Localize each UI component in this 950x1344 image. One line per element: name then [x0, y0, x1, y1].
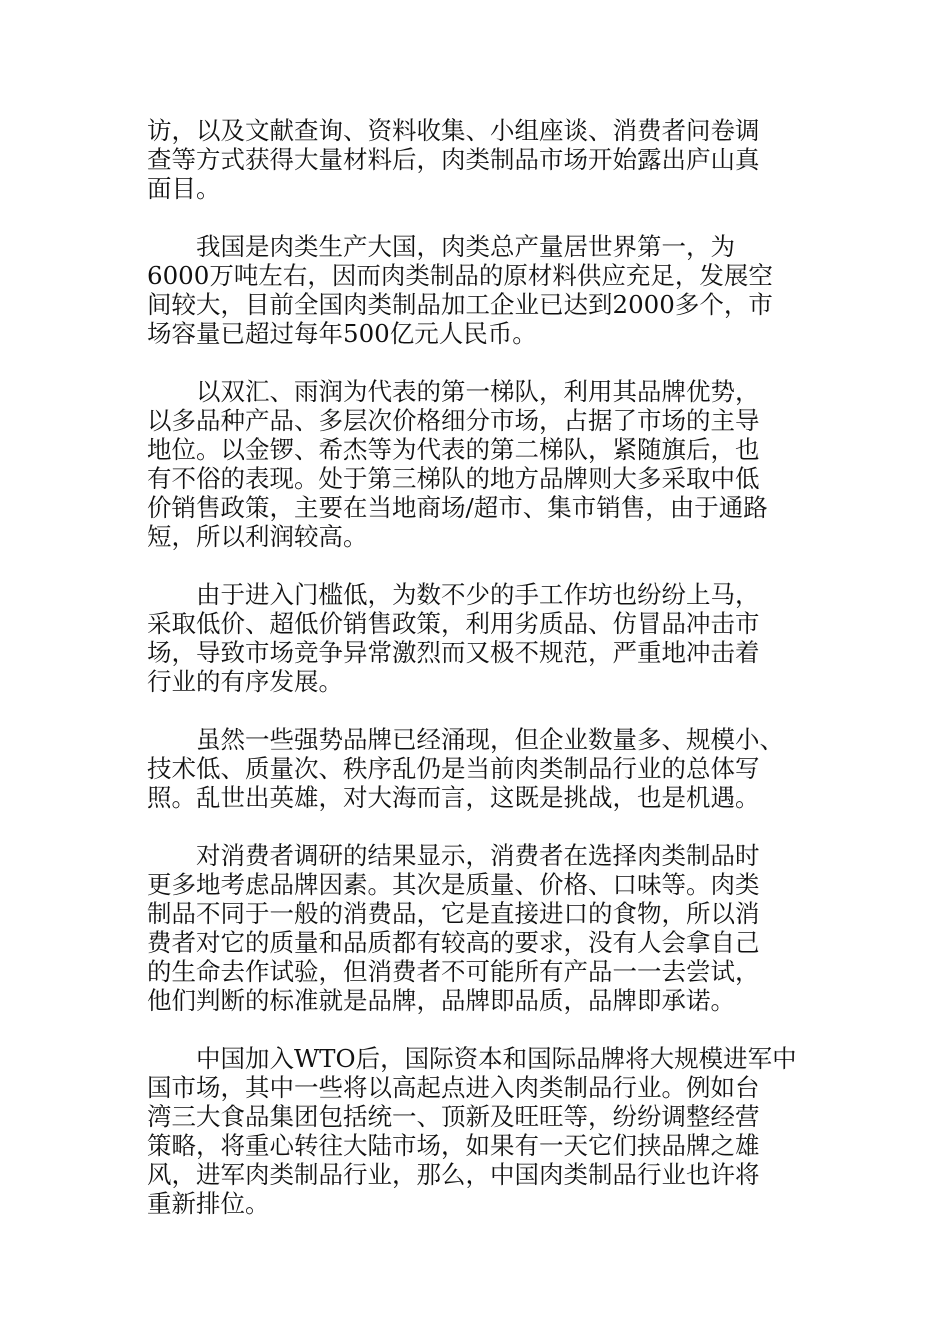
text-line: 采取低价、超低价销售政策，利用劣质品、仿冒品冲击市	[147, 609, 760, 638]
paragraph-brand-tiers	[147, 377, 813, 551]
text-line: 风，进军肉类制品行业，那么，中国肉类制品行业也许将	[147, 1160, 760, 1189]
text-line: 间较大，目前全国肉类制品加工企业已达到2000多个，市	[147, 290, 773, 319]
text-line: 湾三大食品集团包括统一、顶新及旺旺等，纷纷调整经营	[147, 1102, 760, 1131]
text-line: 制品不同于一般的消费品，它是直接进口的食物，所以消	[147, 899, 760, 928]
text-line: 面目。	[147, 174, 221, 203]
text-line: 以双汇、雨润为代表的第一梯队，利用其品牌优势，	[147, 377, 760, 406]
text-line: 场容量已超过每年500亿元人民币。	[147, 319, 537, 348]
text-line: 策略，将重心转往大陆市场，如果有一天它们挟品牌之雄	[147, 1131, 760, 1160]
text-line: 的生命去作试验，但消费者不可能所有产品一一去尝试，	[147, 957, 760, 986]
text-line: 对消费者调研的结果显示，消费者在选择肉类制品时	[147, 841, 760, 870]
text-line: 行业的有序发展。	[147, 667, 343, 696]
text-line: 6000万吨左右，因而肉类制品的原材料供应充足，发展空	[147, 261, 773, 290]
document-body	[147, 116, 813, 1247]
text-line: 短，所以利润较高。	[147, 522, 368, 551]
paragraph-small-workshops	[147, 580, 813, 696]
text-line: 更多地考虑品牌因素。其次是质量、价格、口味等。肉类	[147, 870, 760, 899]
text-line: 费者对它的质量和品质都有较高的要求，没有人会拿自己	[147, 928, 760, 957]
text-line: 照。乱世出英雄，对大海而言，这既是挑战，也是机遇。	[147, 783, 760, 812]
text-line: 他们判断的标准就是品牌，品牌即品质，品牌即承诺。	[147, 986, 735, 1015]
text-line: 访，以及文献查询、资料收集、小组座谈、消费者问卷调	[147, 116, 760, 145]
paragraph-wto-entry	[147, 1044, 813, 1218]
paragraph-survey-methods	[147, 116, 813, 203]
text-line: 由于进入门槛低，为数不少的手工作坊也纷纷上马，	[147, 580, 760, 609]
text-line: 中国加入WTO后，国际资本和国际品牌将大规模进军中	[147, 1044, 797, 1073]
text-line: 重新排位。	[147, 1189, 270, 1218]
text-line: 价销售政策，主要在当地商场/超市、集市销售，由于通路	[147, 493, 768, 522]
text-line: 国市场，其中一些将以高起点进入肉类制品行业。例如台	[147, 1073, 760, 1102]
text-line: 虽然一些强势品牌已经涌现，但企业数量多、规模小、	[147, 725, 784, 754]
text-line: 场，导致市场竞争异常激烈而又极不规范，严重地冲击着	[147, 638, 760, 667]
paragraph-industry-state	[147, 725, 813, 812]
paragraph-production-scale	[147, 232, 813, 348]
text-line: 技术低、质量次、秩序乱仍是当前肉类制品行业的总体写	[147, 754, 760, 783]
text-line: 以多品种产品、多层次价格细分市场，占据了市场的主导	[147, 406, 760, 435]
text-line: 查等方式获得大量材料后，肉类制品市场开始露出庐山真	[147, 145, 760, 174]
text-line: 有不俗的表现。处于第三梯队的地方品牌则大多采取中低	[147, 464, 760, 493]
text-line: 我国是肉类生产大国，肉类总产量居世界第一，为	[147, 232, 735, 261]
paragraph-consumer-research	[147, 841, 813, 1015]
text-line: 地位。以金锣、希杰等为代表的第二梯队，紧随旗后，也	[147, 435, 760, 464]
